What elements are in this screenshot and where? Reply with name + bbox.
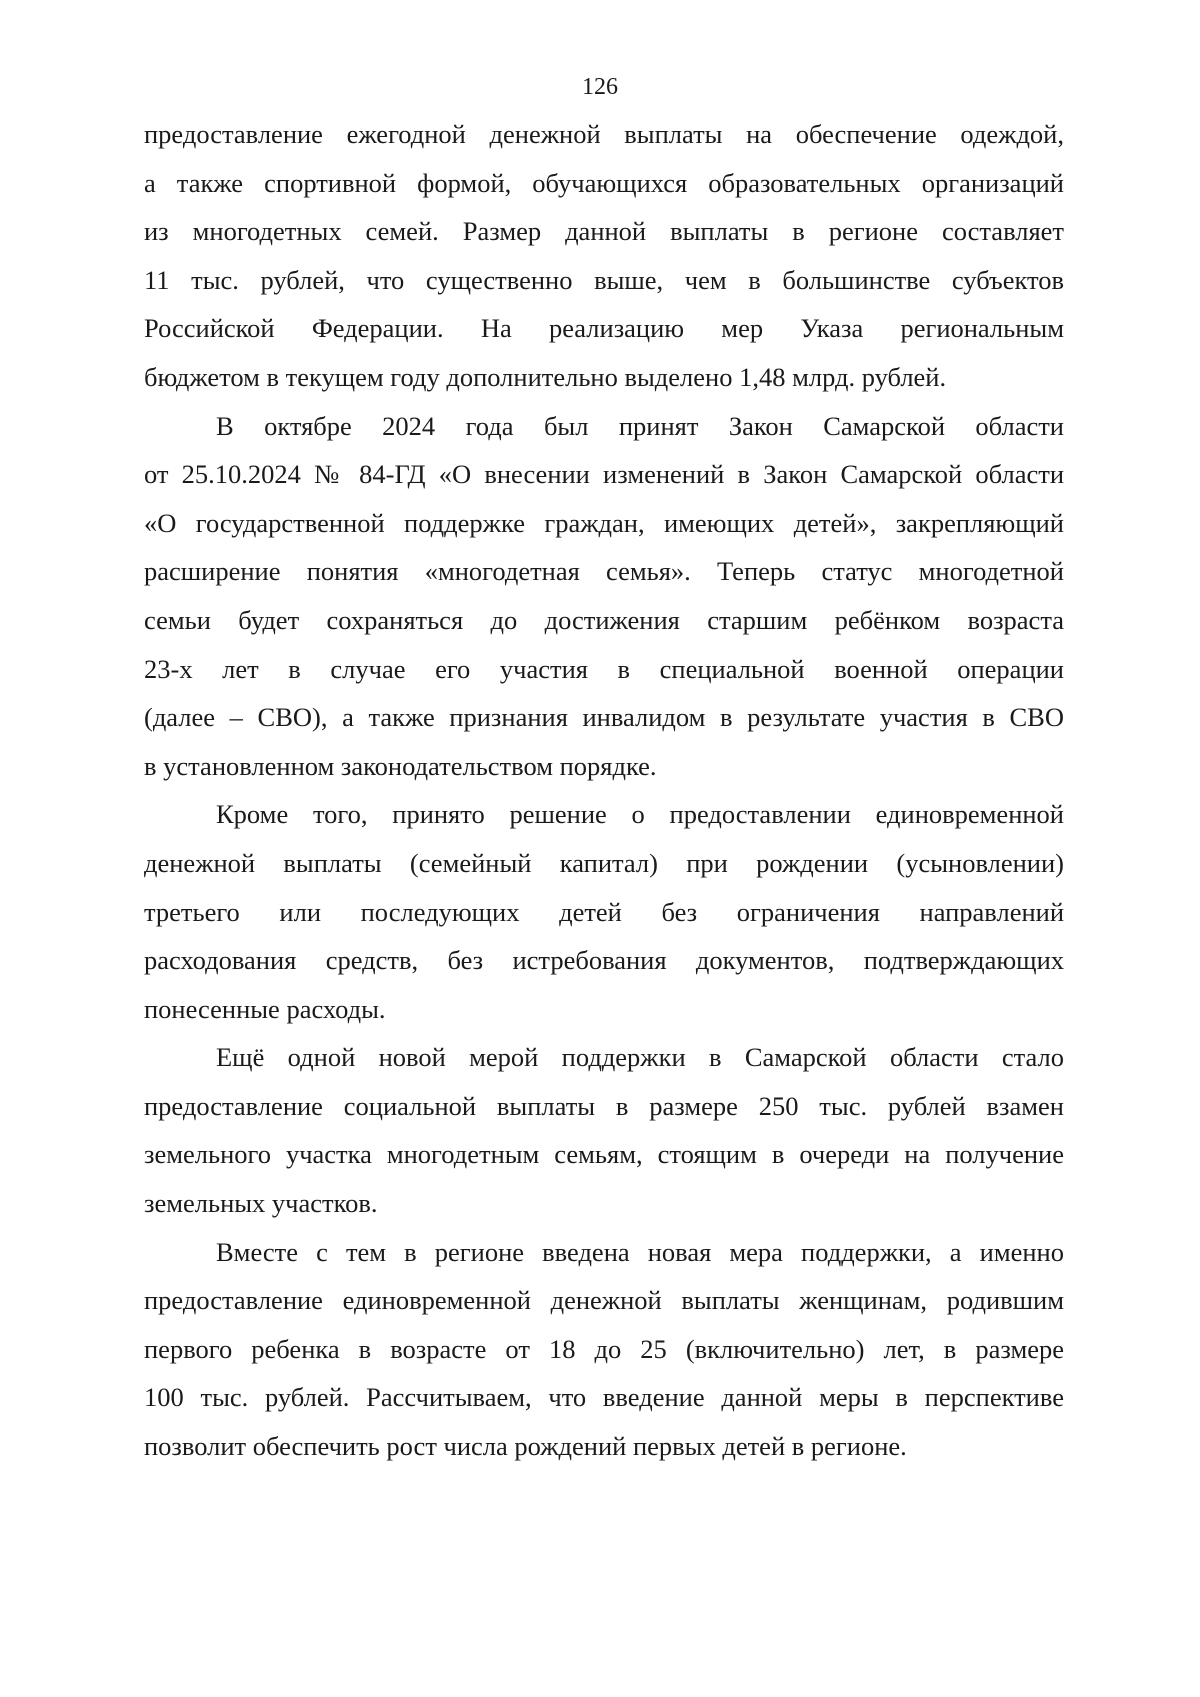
paragraph-4 xyxy=(144,1033,1064,1227)
paragraph-line: земельных участков. xyxy=(144,1188,378,1219)
paragraph-line: «О государственной поддержке граждан, имеющих детей», закрепляющий xyxy=(144,507,1064,538)
paragraph-line: В октябре 2024 года был принят Закон Самарской области xyxy=(216,410,1064,441)
paragraph-2 xyxy=(144,402,1064,791)
paragraph-line: в установленном законодательством порядке. xyxy=(144,750,657,781)
paragraph-line: семьи будет сохраняться до достижения старшим ребёнком возраста xyxy=(144,604,1064,635)
page-number: 126 xyxy=(582,74,618,100)
paragraph-line: предоставление ежегодной денежной выплаты на обеспечение одеждой, xyxy=(144,119,1064,149)
paragraph-line: 100 тыс. рублей. Рассчитываем, что введение данной меры в перспективе xyxy=(144,1382,1064,1413)
paragraph-line: земельного участка многодетным семьям, стоящим в очереди на получение xyxy=(144,1139,1064,1170)
paragraph-line: денежной выплаты (семейный капитал) при рождении (усыновлении) xyxy=(144,847,1064,878)
paragraph-line: Кроме того, принято решение о предоставлении единовременной xyxy=(216,799,1064,830)
paragraph-1 xyxy=(144,110,1064,402)
paragraph-line: понесенные расходы. xyxy=(144,993,386,1024)
paragraph-3 xyxy=(144,790,1064,1033)
paragraph-line: а также спортивной формой, обучающихся образовательных организаций xyxy=(144,167,1064,198)
paragraph-line: расходования средств, без истребования документов, подтверждающих xyxy=(144,945,1064,976)
paragraph-line: Российской Федерации. На реализацию мер Указа региональным xyxy=(144,313,1064,344)
paragraph-line: расширение понятия «многодетная семья». Теперь статус многодетной xyxy=(144,556,1064,587)
paragraph-line: от 25.10.2024 № 84-ГД «О внесении изменений в Закон Самарской области xyxy=(144,459,1064,490)
paragraph-line: предоставление единовременной денежной выплаты женщинам, родившим xyxy=(144,1285,1064,1316)
paragraph-line: Ещё одной новой мерой поддержки в Самарской области стало xyxy=(216,1042,1064,1073)
paragraph-line: Вместе с тем в регионе введена новая мера поддержки, а именно xyxy=(216,1236,1064,1267)
paragraph-line: первого ребенка в возрасте от 18 до 25 (включительно) лет, в размере xyxy=(144,1333,1064,1364)
paragraph-line: предоставление социальной выплаты в размере 250 тыс. рублей взамен xyxy=(144,1090,1064,1121)
paragraph-line: (далее – СВО), а также признания инвалидом в результате участия в СВО xyxy=(144,702,1064,733)
paragraph-line: третьего или последующих детей без ограничения направлений xyxy=(144,896,1064,927)
paragraph-line: 11 тыс. рублей, что существенно выше, чем в большинстве субъектов xyxy=(144,264,1064,295)
paragraph-line: бюджетом в текущем году дополнительно выделено 1,48 млрд. рублей. xyxy=(144,361,947,392)
paragraph-line: 23-х лет в случае его участия в специальной военной операции xyxy=(144,653,1064,684)
paragraph-5 xyxy=(144,1228,1064,1471)
paragraph-line: позволит обеспечить рост числа рождений первых детей в регионе. xyxy=(144,1431,907,1462)
paragraph-line: из многодетных семей. Размер данной выплаты в регионе составляет xyxy=(144,216,1064,247)
document-body xyxy=(144,110,1064,1471)
